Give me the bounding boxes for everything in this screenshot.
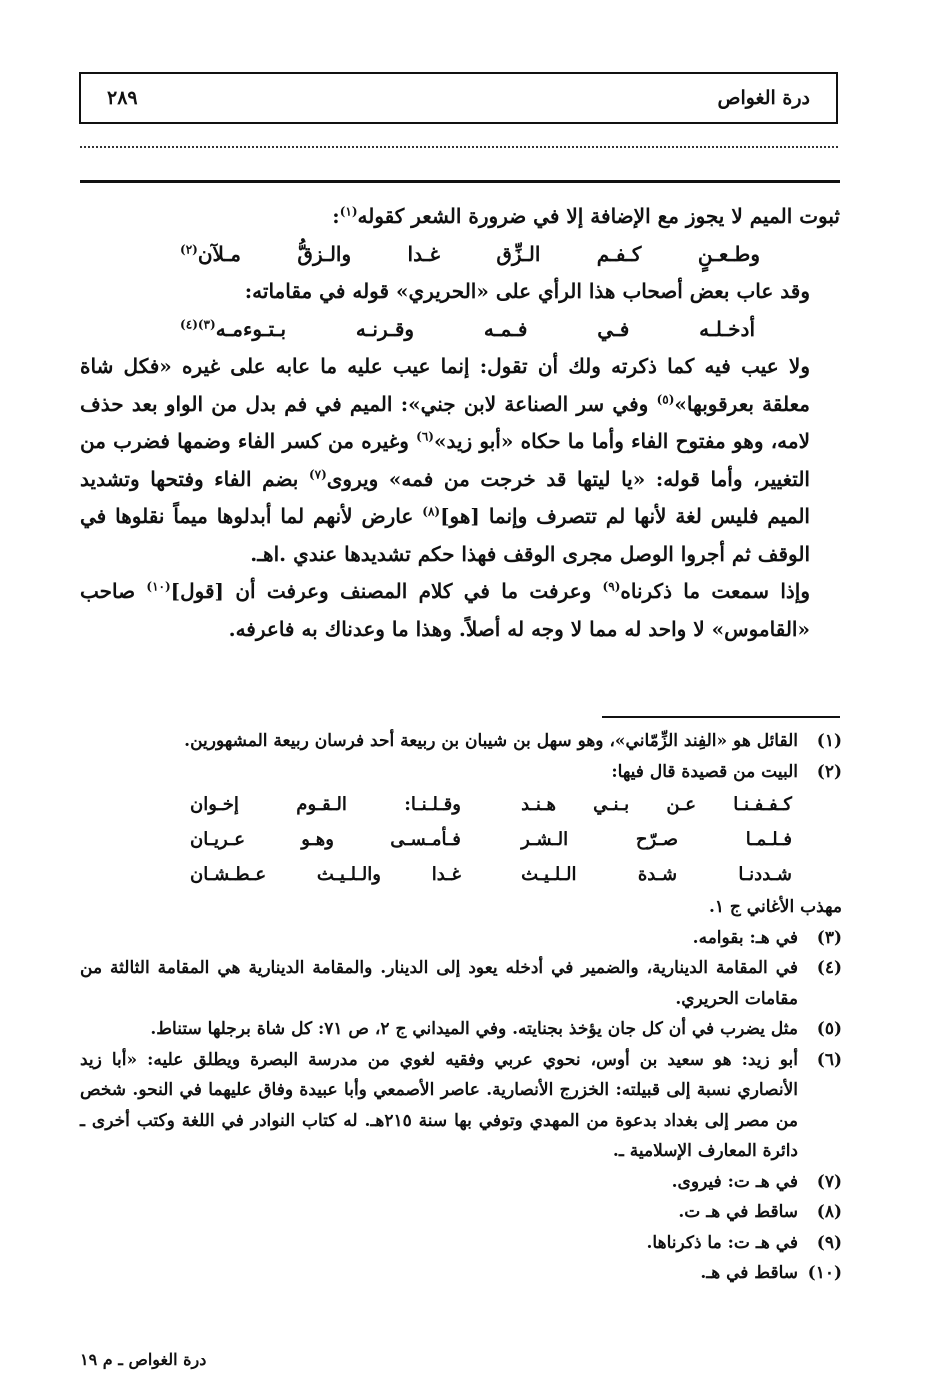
page-number: ٢٨٩ — [107, 87, 138, 109]
footnote: (٥) مثل يضرب في أن كل جان يؤخذ بجنايته. وفي الميداني ج ٢، ص ٧١: كل شاة برجلها ستناط. — [150, 1019, 842, 1039]
verse-line: وطـعـنٍ كـفـم الـزِّق غـدا والـزقُّ مـلآن$^{(٢)}$ — [180, 241, 760, 266]
verse-line: أدخـلـه فـي فـمـه وقـرنـه بـتـوءمـه$^{(٣)(٤)}$ — [180, 316, 755, 341]
footnote: (٩) في هـ ت: ما ذكرناها. — [646, 1232, 842, 1253]
paragraph: ولا عيب فيه كما ذكرته ولك أن تقول: إنما عيب عليه ما عابه على غيره «فكل شاة معلقة بعرقوبها»$^{(٥)}$ وفي سر الصناعة لابن جني»: الميم في فم بدل من الواو بعد حذف لامه، وهو مفتوح الفاء وأما ما حكاه «أبو زيد»$^{(٦)}$ وغيره من كسر الفاء وضمها فضرب من التغيير، وأما قوله: «يا ليتها قد خرجت من فمه» ويروى$^{(٧)}$ بضم الفاء وفتحها وتشديد الميم فليس لغة لأنها لم تتصرف وإنما [هو]$^{(٨)}$ عارض لأنهم لما أبدلوها ميماً نقلوها في الوقف ثم أجروا الوصل مجرى الوقف فهذا حكم تشديدها عندي .اهـ. — [80, 354, 811, 566]
poem — [80, 787, 842, 892]
footnote-ref[interactable]: (٩) — [602, 579, 621, 594]
footnote: (٧) في هـ ت: فيروى. — [671, 1171, 842, 1192]
paragraph: وقد عاب بعض أصحاب هذا الرأي على «الحريري» قوله في مقاماته: — [244, 279, 810, 303]
poem-row: فـلـمـا صـرّح الـشـر فـأمـسـى وهـو عـريـان — [190, 829, 792, 850]
dotted-divider — [80, 146, 838, 148]
poem-row: كـفـفـنـا عـن بـنـي هـنـد وقـلـنـا: الـقـوم إخـوان — [190, 794, 792, 815]
poem-source: مهذب الأغاني ج ١. — [708, 897, 842, 917]
footnote-ref[interactable]: (٦) — [416, 429, 434, 444]
footnote: (١٠) ساقط في هـ. — [700, 1263, 842, 1283]
footnote-ref[interactable]: (٧) — [308, 466, 327, 481]
page-header — [79, 72, 838, 124]
footnote-ref[interactable]: (٢) — [180, 241, 198, 256]
footnote: (٦) أبو زيد: هو سعيد بن أوس، نحوي عربي وفقيه لغوي من مدرسة البصرة ويطلق عليه: «أبا زيد الأنصاري نسبة إلى قبيلته: الخزرج الأنصارية. عاصر الأصمعي وأبا عبيدة وفاق عليهما في النحو. شخص من مصر إلى بغداد بدعوة من المهدي وتوفي بها سنة ٢١٥هـ. له كتاب النوادر في اللغة وكتب أخرى ـ دائرة المعارف الإسلامية ـ. — [80, 1049, 842, 1161]
paragraph: وإذا سمعت ما ذكرناه$^{(٩)}$ وعرفت ما في كلام المصنف وعرفت أن [قول]$^{(١٠)}$ صاحب «القاموس» لا واحد له مما لا وجه له أصلاً. وهذا ما وعدناك به فاعرفه. — [80, 579, 810, 641]
top-rule — [80, 180, 840, 183]
footnote: (٤) في المقامة الدينارية، والضمير في أدخله يعود إلى الدينار. والمقامة الدينارية هي المقامة الثالثة من مقامات الحريري. — [80, 958, 842, 1009]
footnote-divider — [602, 716, 840, 718]
main-text — [80, 198, 840, 648]
footnote: (٣) في هـ: بقوامه. — [692, 927, 842, 948]
footnotes — [80, 726, 842, 1289]
footnote-ref[interactable]: (١٠) — [146, 579, 171, 594]
footnote: (١) القائل هو «الفِند الزِّمّاني»، وهو سهل بن شيبان بن ربيعة أحد فرسان ربيعة المشهورين. — [184, 731, 842, 751]
footnote-ref[interactable]: (٥) — [656, 391, 675, 406]
poem-row: شـددنـا شـدة الـلـيـث غـدا والـلـيـث عـطـشـان — [190, 864, 792, 885]
footnote-ref[interactable]: (٣)(٤) — [180, 316, 216, 331]
footnote-ref[interactable]: (٨) — [422, 504, 441, 519]
page-footer: درة الغواص ـ م ١٩ — [80, 1350, 207, 1369]
footnote: (٢) البيت من قصيدة قال فيها: — [611, 761, 842, 782]
paragraph: ثبوت الميم لا يجوز مع الإضافة إلا في ضرورة الشعر كقوله$^{(١)}$: — [332, 204, 840, 228]
footnote-ref[interactable]: (١) — [339, 204, 358, 219]
footnote: (٨) ساقط في هـ ت. — [678, 1202, 842, 1222]
running-title: درة الغواص — [717, 87, 810, 109]
